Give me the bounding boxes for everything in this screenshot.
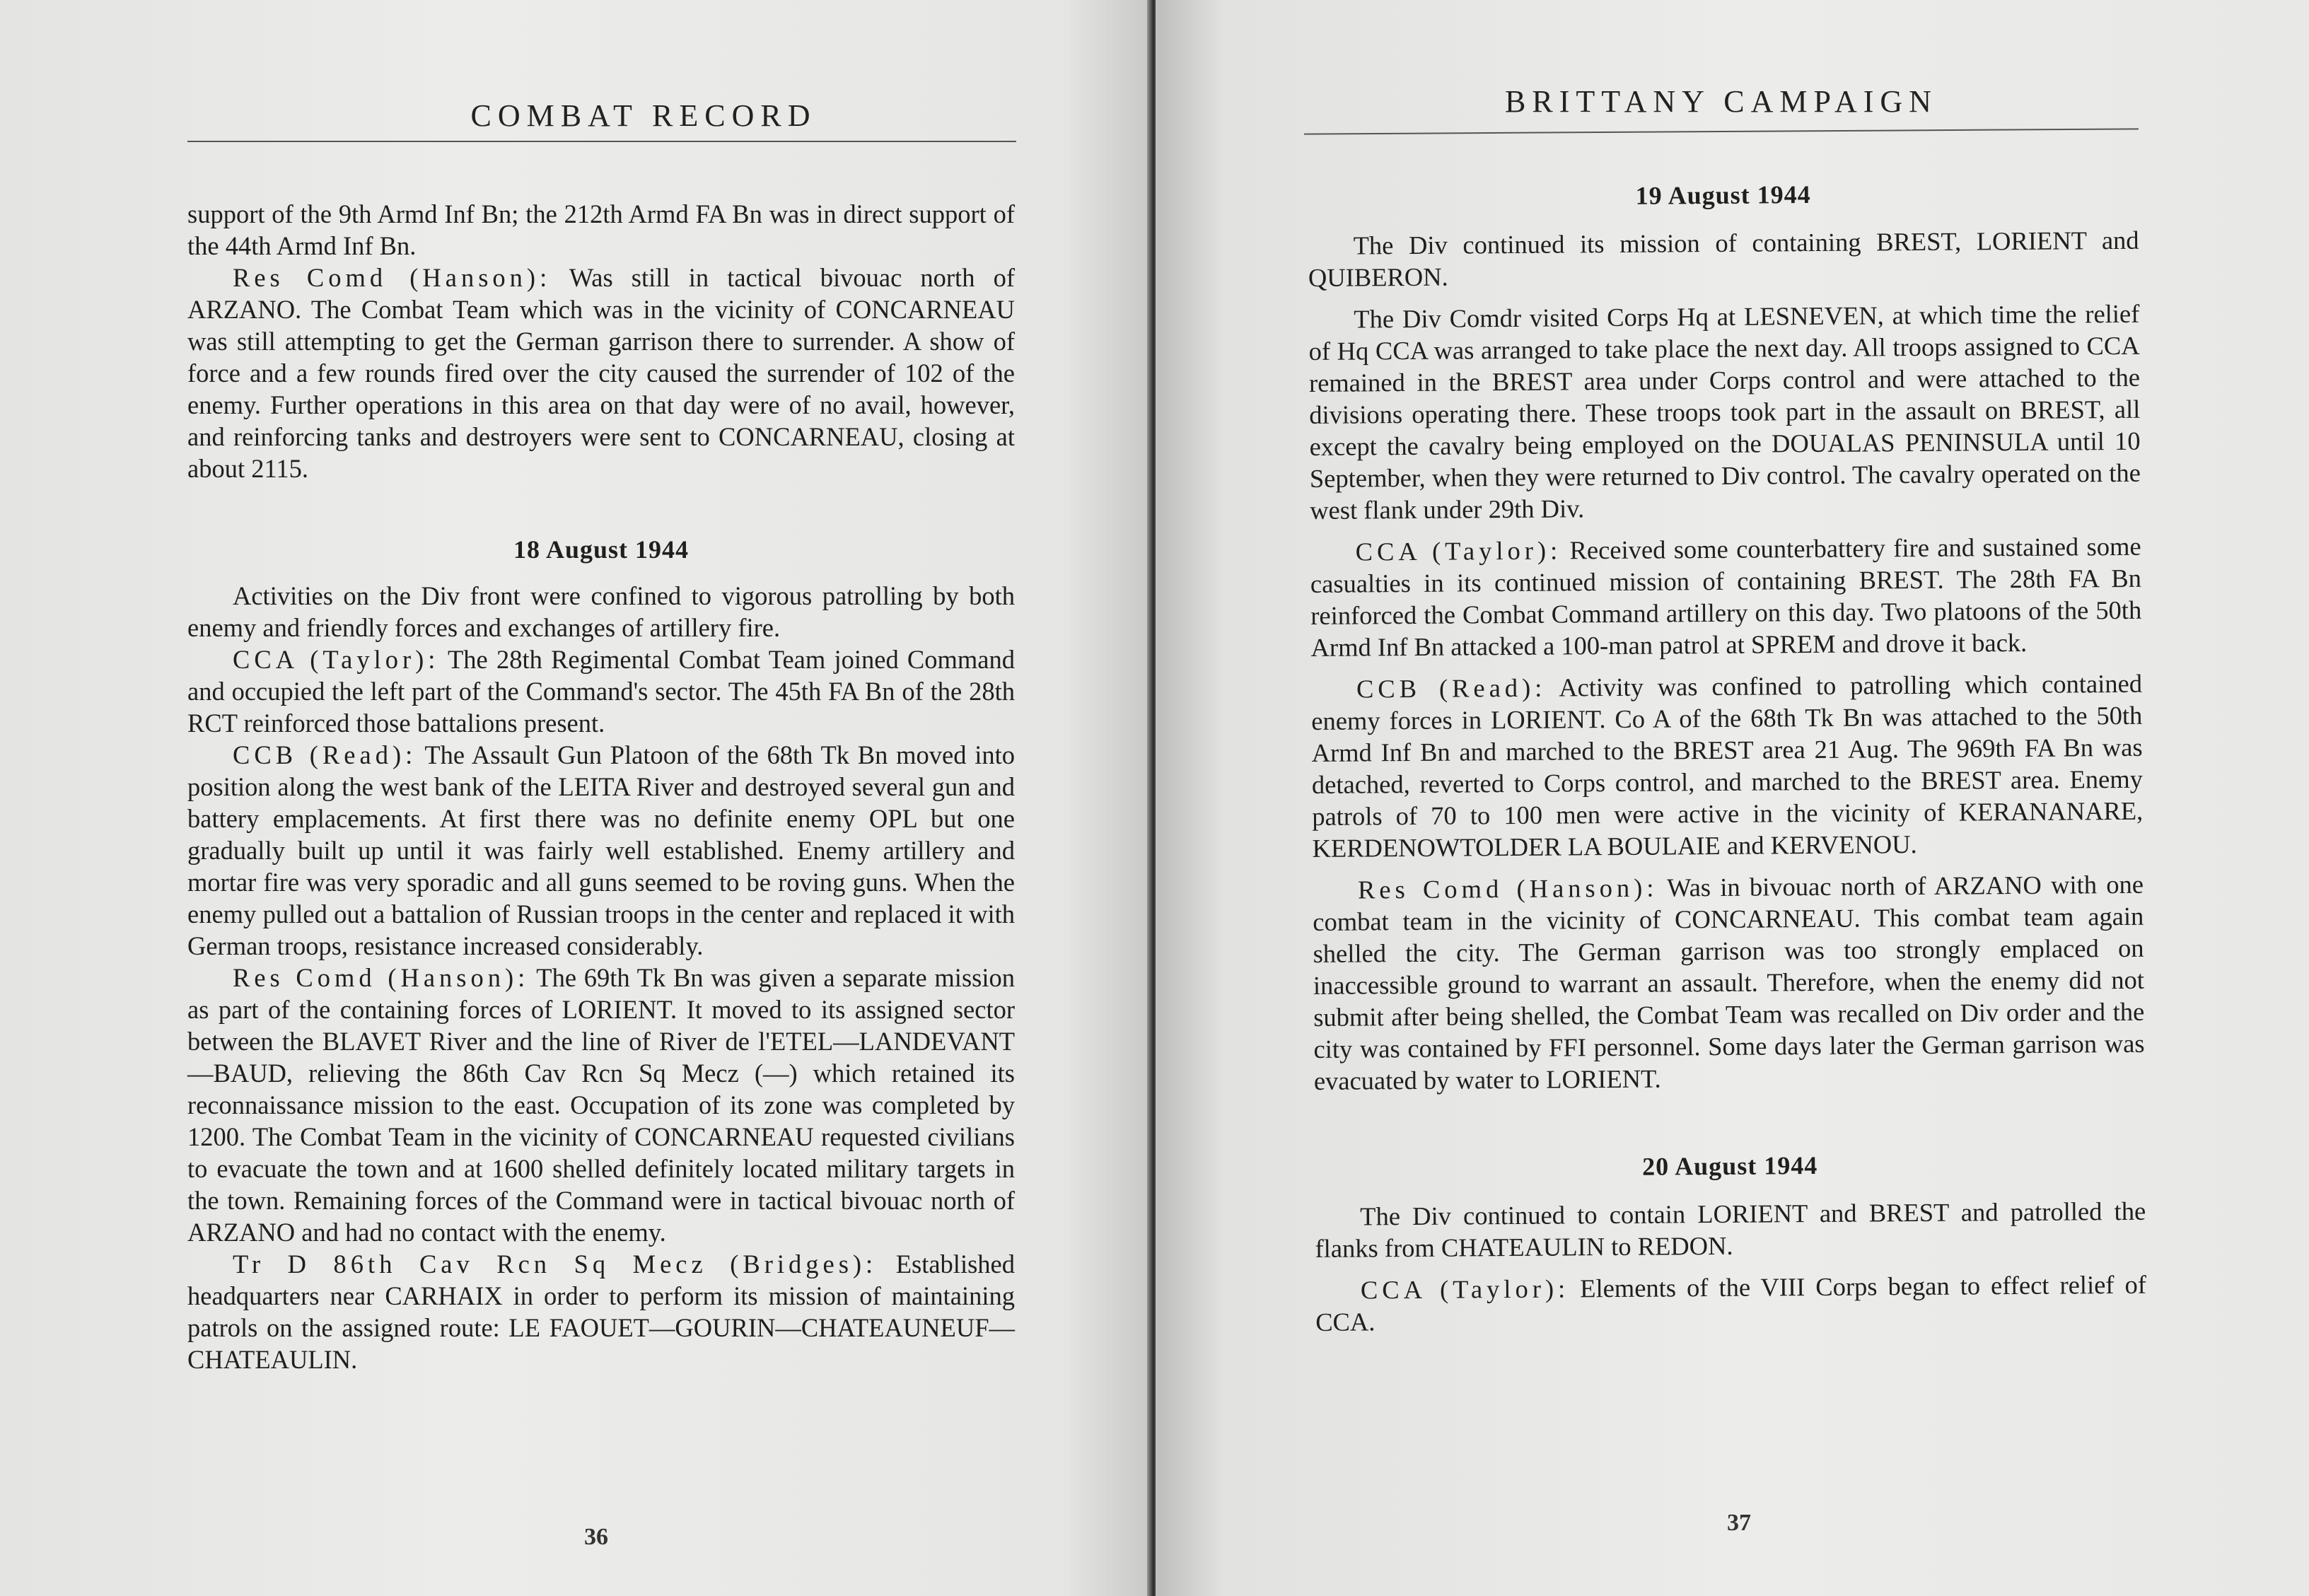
paragraph: CCA (Taylor): The 28th Regimental Combat Team joined Command and occupied the left part of the Command's sector. The 45th FA Bn of the 28th RCT reinforced those battalions present. — [187, 645, 1015, 738]
running-head-left: COMBAT RECORD — [470, 98, 817, 133]
paragraph-lead: Tr D 86th Cav Rcn Sq Mecz (Bridges): — [233, 1250, 878, 1278]
right-page — [1156, 0, 2309, 1596]
date-heading: 18 August 1944 — [513, 535, 690, 564]
page-number-right: 37 — [1727, 1510, 1751, 1536]
paragraph: Res Comd (Hanson): Was still in tactical bivouac north of ARZANO. The Combat Team which was in the vicinity of CONCARNEAU was still attempting to get the German garrison there to surrender. A show of force and a few rounds fired over the city caused the surrender of 102 of the enemy. Further operations in this area on that day were of no avail, however, and reinforcing tanks and destroyers were sent to CONCARNEAU, closing at about 2115. — [187, 263, 1015, 483]
paragraph: Res Comd (Hanson): Was in bivouac north of ARZANO with one combat team in the vicinity of CONCARNEAU. This combat team again shelled the city. The German garrison was too strongly emplaced on inaccessible ground to warrant an assault. Therefore, when the enemy did not submit after being shelled, the Combat Team was recalled on Div order and the city was contained by FFI personnel. Some days later the German garrison was evacuated by water to LORIENT. — [1313, 869, 2145, 1095]
paragraph-lead: CCB (Read): — [233, 740, 417, 769]
header-rule-right — [1304, 128, 2139, 134]
left-body-text — [187, 198, 1015, 1375]
date-heading: 19 August 1944 — [1635, 180, 1811, 210]
page-number-left: 36 — [584, 1524, 608, 1550]
paragraph-lead: Res Comd (Hanson): — [233, 263, 552, 292]
paragraph-lead: CCB (Read): — [1356, 672, 1547, 704]
paragraph-lead: CCA (Taylor): — [233, 645, 440, 674]
paragraph: CCA (Taylor): Elements of the VIII Corps began to effect relief of CCA. — [1315, 1269, 2147, 1336]
paragraph-lead: CCA (Taylor): — [1360, 1274, 1570, 1305]
paragraph: support of the 9th Armd Inf Bn; the 212th Armd FA Bn was in direct support of the 44th Armd Inf Bn. — [187, 199, 1015, 260]
paragraph: Activities on the Div front were confined to vigorous patrolling by both enemy and friendly forces and exchanges of artillery fire. — [187, 581, 1015, 642]
paragraph: Res Comd (Hanson): The 69th Tk Bn was given a separate mission as part of the containing forces of LORIENT. It moved to its assigned sector between the BLAVET River and the line of River de l'ETEL—LANDEVANT—BAUD, relieving the 86th Cav Rcn Sq Mecz (—) which retained its reconnaissance mission to the east. Occupation of its zone was completed by 1200. The Combat Team in the vicinity of CONCARNEAU requested civilians to evacuate the town and at 1600 shelled definitely located military targets in the town. Remaining forces of the Command were in tactical bivouac north of ARZANO and had no contact with the enemy. — [187, 963, 1015, 1247]
left-page — [0, 0, 1153, 1596]
paragraph: CCA (Taylor): Received some counterbattery fire and sustained some casualties in its continued mission of containing BREST. The 28th FA Bn reinforced the Combat Command artillery on this day. Two platoons of the 50th Armd Inf Bn attacked a 100-man patrol at SPREM and drove it back. — [1310, 531, 2142, 662]
paragraph-lead: Res Comd (Hanson): — [233, 963, 530, 992]
paragraph: CCB (Read): Activity was confined to patrolling which contained enemy forces in LORIENT. Co A of the 68th Tk Bn was attached to the 50th Armd Inf Bn and marched to the BREST area 21 Aug. The 969th FA Bn was detached, reverted to Corps control, and marched to the BREST area. Enemy patrols of 70 to 100 men were active in the vicinity of KERANANARE, KERDENOWTOLDER LA BOULAIE and KERVENOU. — [1311, 668, 2144, 863]
paragraph: The Div continued to contain LORIENT and BREST and patrolled the flanks from CHATEAULIN to REDON. — [1315, 1196, 2146, 1263]
date-heading: 20 August 1944 — [1642, 1151, 1818, 1181]
paragraph-lead: Res Comd (Hanson): — [1357, 873, 1658, 904]
paragraph: CCB (Read): The Assault Gun Platoon of the 68th Tk Bn moved into position along the west bank of the LEITA River and destroyed several gun and battery emplacements. At first there was no definite enemy OPL but one gradually built up until it was fairly well established. Enemy artillery and mortar fire was very sporadic and all guns seemed to be roving guns. When the enemy pulled out a battalion of Russian troops in the center and replaced it with German troops, resistance increased considerably. — [187, 740, 1015, 960]
running-head-right: BRITTANY CAMPAIGN — [1505, 84, 1938, 119]
paragraph-lead: CCA (Taylor): — [1355, 535, 1562, 566]
paragraph: The Div Comdr visited Corps Hq at LESNEVEN, at which time the relief of Hq CCA was arranged to take place the next day. All troops assigned to CCA remained in the BREST area under Corps control and were attached to the divisions operating there. These troops took part in the assault on BREST, all except the cavalry being employed on the DOUALAS PENINSULA until 10 September, when they were returned to Div control. The cavalry operated on the west flank under 29th Div. — [1308, 298, 2141, 525]
paragraph: The Div continued its mission of containing BREST, LORIENT and QUIBERON. — [1308, 225, 2139, 292]
right-body-text — [1308, 177, 2146, 1338]
paragraph: Tr D 86th Cav Rcn Sq Mecz (Bridges): Established headquarters near CARHAIX in order to perform its mission of maintaining patrols on the assigned route: LE FAOUET—GOURIN—CHATEAUNEUF—CHATEAULIN. — [187, 1250, 1015, 1374]
header-rule-left — [187, 141, 1016, 142]
